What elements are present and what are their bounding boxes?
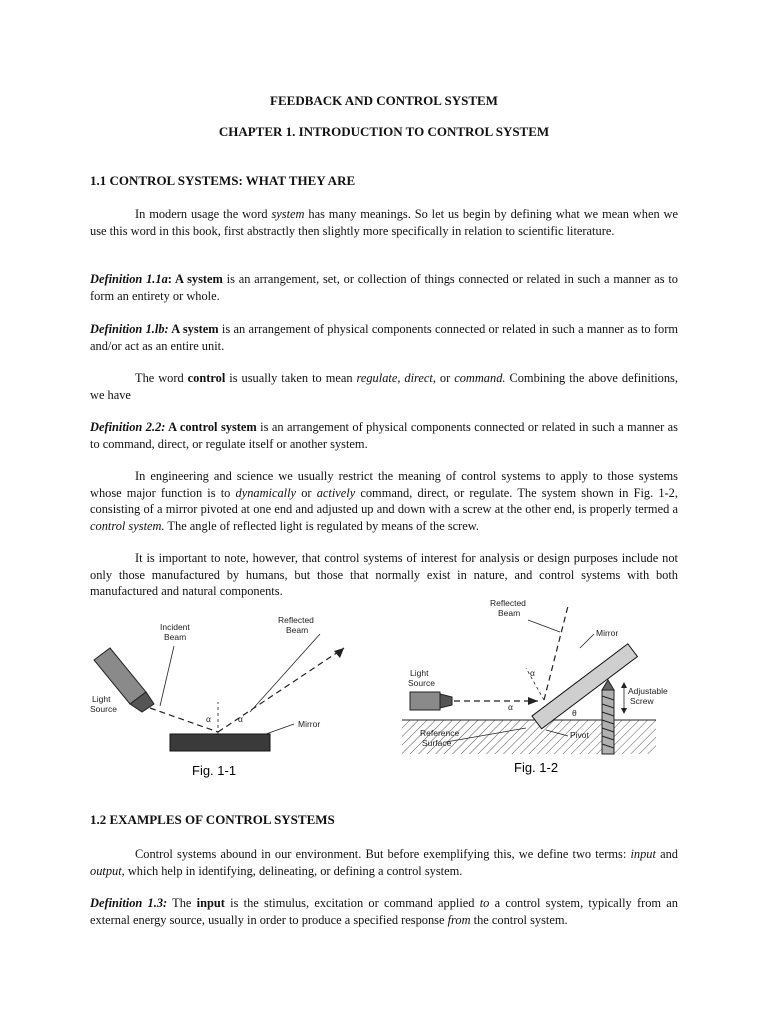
label-alpha-1: α (508, 702, 513, 712)
text-run: is the stimulus, excitation or command applied (224, 896, 480, 910)
definition-term: A system (171, 272, 223, 286)
text-run: has many meanings. So let us begin by defining what we mean when we use this word in this book, first abstractly then slightly more specifically in relation to scientific literature. (90, 207, 678, 238)
definition-label: Definition 1.lb: (90, 322, 169, 336)
text-run: and (655, 847, 678, 861)
label-incident-2: Beam (164, 632, 187, 642)
adjustable-screw-icon (602, 680, 614, 754)
label-reflected: Reflected (278, 615, 314, 625)
text-run: Combining the above definitions, we have (90, 371, 678, 402)
label-adjustable: Adjustable (628, 686, 668, 696)
bold-term: control (187, 371, 226, 385)
text-run: Control systems abound in our environment. But before exemplifying this, we define two terms: (135, 847, 631, 861)
text-run: In modern usage the word (135, 207, 272, 221)
section-heading-1-2: 1.2 EXAMPLES OF CONTROL SYSTEMS (90, 812, 335, 827)
figure-1-1 (88, 608, 388, 786)
italic-term: dynamically (235, 485, 297, 500)
label-alpha-2: α (530, 668, 535, 678)
label-light-2: Source (408, 678, 435, 688)
definition-term: A control system (165, 420, 257, 434)
paragraph-engineering (90, 468, 678, 534)
text-run: or (296, 485, 317, 500)
definition-text: is an arrangement, set, or collection of things connected or related in such a manner as to form an entirety or whole. (90, 272, 679, 303)
definition-2-2 (90, 419, 678, 452)
text-run: In engineering and science we usually restrict the meaning of control systems to apply to those systems whose major function is to (90, 469, 678, 500)
paragraph-intro (90, 206, 678, 239)
label-alpha-2: α (238, 714, 243, 724)
definition-term: input (196, 896, 225, 910)
text-run: The angle of reflected light is regulated by means of the screw. (164, 518, 480, 533)
text-run: is usually taken to mean (225, 371, 357, 385)
label-light: Light (410, 668, 429, 678)
text-run: the control system. (470, 912, 568, 927)
paragraph-examples (90, 846, 678, 879)
italic-term: output, (90, 863, 125, 878)
document-title: FEEDBACK AND CONTROL SYSTEM (270, 93, 498, 108)
label-adjustable-2: Screw (630, 696, 654, 706)
label-alpha-1: α (206, 714, 211, 724)
label-light-2: Source (90, 704, 117, 714)
text-run: command, direct, or regulate. The system shown in Fig. 1-2, consisting of a mirror pivoted at one end and adjusted up and down with a screw at the other end, is properly termed a (90, 485, 678, 516)
definition-label: Definition 1.1a (90, 272, 168, 286)
definition-label: Definition 2.2: (90, 420, 166, 434)
definition-1-1b (90, 321, 678, 354)
figure-1-2-caption: Fig. 1-2 (514, 760, 559, 775)
italic-term: to (479, 896, 490, 910)
paragraph-nature: It is important to note, however, that control systems of interest for analysis or design purposes include not only those manufactured by humans, but those that normally exist in nature, and control systems with both manufactured and natural components. (90, 551, 678, 598)
section-heading-1-1: 1.1 CONTROL SYSTEMS: WHAT THEY ARE (90, 173, 356, 188)
mirror-shape (170, 734, 270, 751)
text-run: a control system, typically from an external energy source, usually in order to produce a specified response (90, 896, 678, 927)
figure-1-1-caption: Fig. 1-1 (192, 763, 237, 778)
text-run: or (435, 371, 455, 385)
definition-1-1a (90, 271, 678, 304)
label-reflected: Reflected (490, 598, 526, 608)
label-pivot: Pivot (570, 730, 589, 740)
label-reflected-2: Beam (498, 608, 521, 618)
text-run: The (167, 896, 197, 910)
definition-term: A system (168, 322, 219, 336)
italic-term: regulate, direct, (356, 371, 436, 385)
italic-term: from (447, 912, 471, 927)
definition-1-3 (90, 895, 678, 928)
label-reference: Reference (420, 728, 460, 738)
label-light: Light (92, 694, 111, 704)
label-theta: θ (572, 708, 577, 718)
paragraph-control-word (90, 370, 678, 403)
label-mirror: Mirror (298, 719, 321, 729)
label-incident: Incident (160, 622, 190, 632)
text-run: which help in identifying, delineating, or defining a control system. (124, 863, 463, 878)
label-reflected-2: Beam (286, 625, 309, 635)
definition-colon: : (167, 272, 172, 286)
text-run: The word (135, 371, 188, 385)
definition-text: is an arrangement of physical components connected or related in such a manner as to command, direct, or regulate itself or another system. (90, 420, 678, 451)
chapter-title: CHAPTER 1. INTRODUCTION TO CONTROL SYSTEM (218, 124, 550, 139)
label-reference-2: Surface (422, 738, 452, 748)
light-source-icon (410, 692, 452, 710)
label-mirror: Mirror (596, 628, 619, 638)
definition-label: Definition 1.3: (90, 896, 168, 910)
italic-term: control system. (90, 518, 165, 533)
italic-term: command. (454, 371, 506, 385)
italic-term: actively (316, 485, 356, 500)
figure-1-2 (398, 596, 668, 780)
italic-term: system (271, 207, 305, 221)
definition-text: is an arrangement of physical components connected or related in such a manner as to form and/or act as an entire unit. (90, 322, 678, 353)
italic-term: input (630, 847, 656, 861)
